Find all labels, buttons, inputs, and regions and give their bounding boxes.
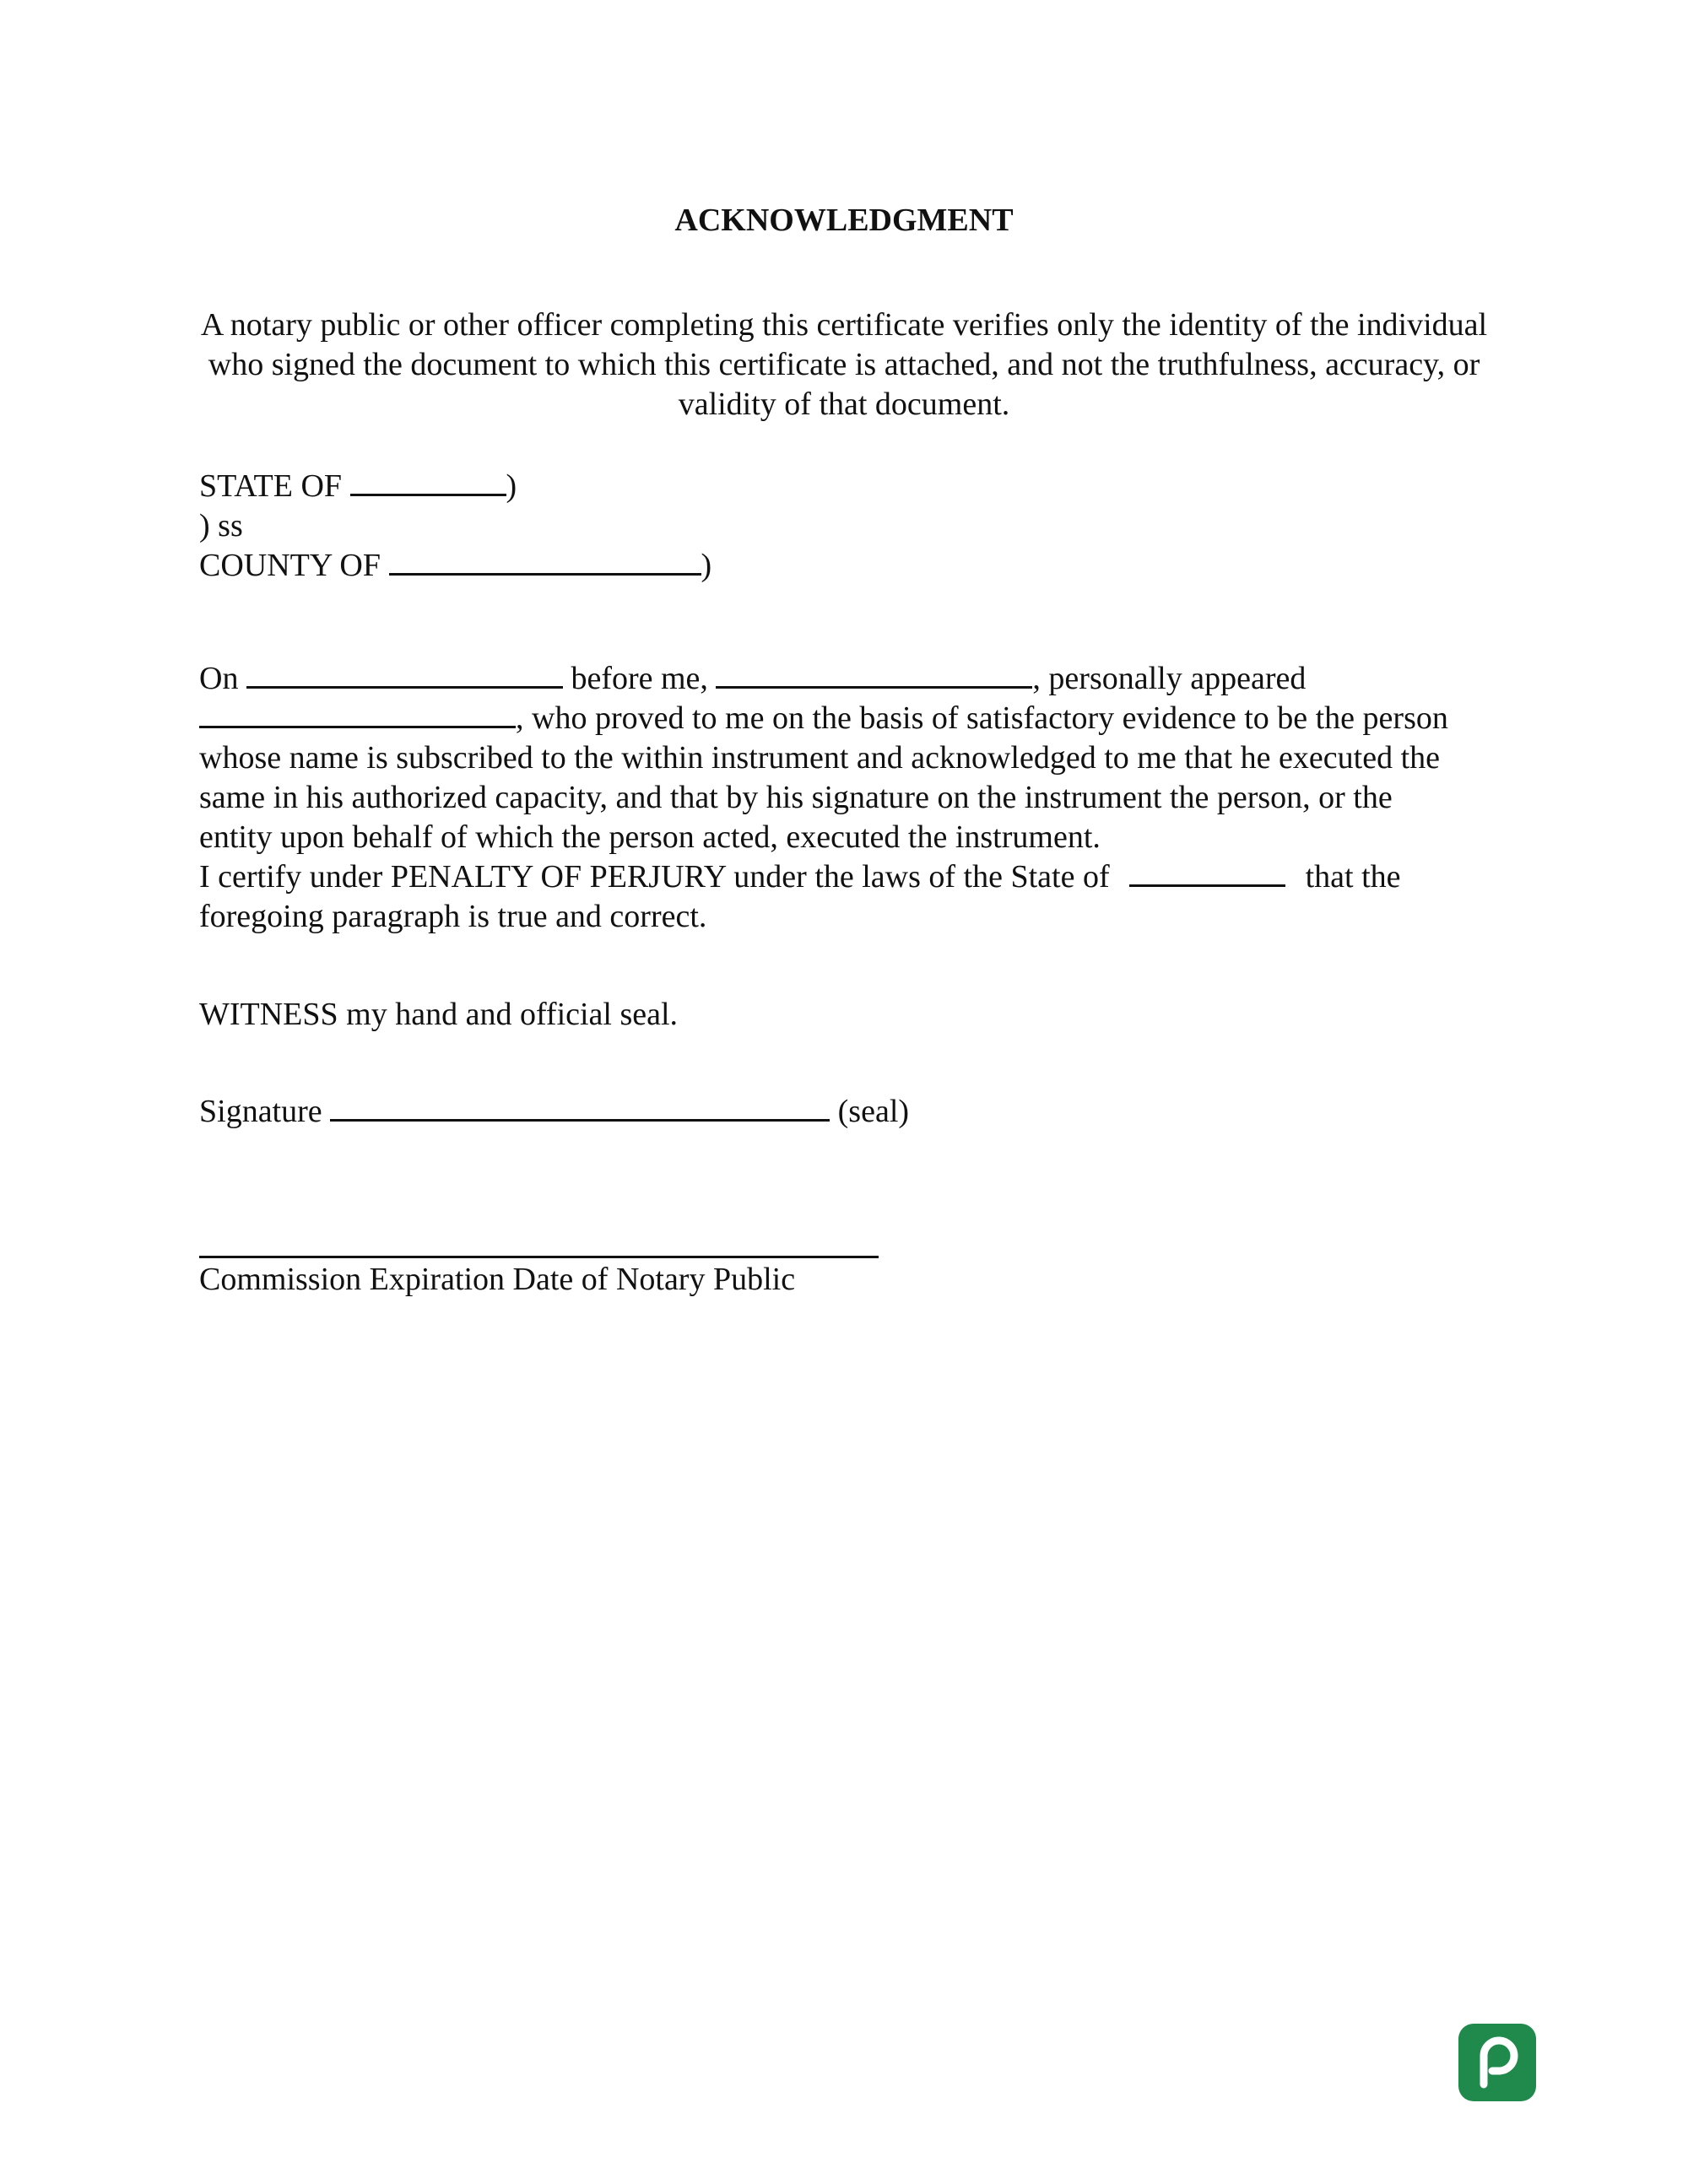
appeared-text: appeared: [1190, 661, 1307, 696]
body-line-7: foregoing paragraph is true and correct.: [199, 899, 707, 934]
body-line-5: entity upon behalf of which the person acted, executed the instrument.: [199, 819, 1101, 855]
state-label: STATE OF: [199, 468, 343, 504]
signer-name-blank[interactable]: [199, 700, 516, 728]
county-blank[interactable]: [389, 548, 701, 576]
document-title: ACKNOWLEDGMENT: [674, 203, 1014, 238]
on-text: On: [199, 661, 239, 696]
state-of-perjury-blank[interactable]: [1129, 859, 1285, 887]
county-close: ): [701, 548, 712, 583]
state-close: ): [506, 468, 517, 504]
certify-text: I certify under PENALTY OF PERJURY under the laws of the State of: [199, 859, 1110, 895]
signature-label: Signature: [199, 1094, 322, 1129]
state-row: [199, 467, 711, 506]
that-the-text: that the: [1305, 859, 1401, 895]
acknowledgment-paragraph: [199, 659, 1489, 937]
body-line-4: [199, 778, 1489, 818]
pdffiller-p-logo-icon: [1458, 2024, 1536, 2101]
body-line-6: [199, 857, 1489, 897]
body-line-3-text: whose name is subscribed to the within instrument and acknowledged to me that he executed the: [199, 740, 1440, 776]
ss-row: ) ss: [199, 508, 243, 543]
seal-label: (seal): [837, 1094, 910, 1129]
before-me-text: before me,: [571, 661, 708, 696]
county-label: COUNTY OF: [199, 548, 381, 583]
notary-notice: A notary public or other officer completing this certificate verifies only the identity of the individual who signed the document to which this certificate is attached, and not the truthfulness, accuracy, or validity of that document.: [200, 307, 1488, 422]
county-row: [199, 546, 711, 586]
body-line-1: [199, 659, 1489, 699]
comma-text: ,: [1032, 661, 1041, 696]
date-blank[interactable]: [246, 661, 563, 689]
signature-row: [199, 1092, 909, 1132]
body-line-3: [199, 738, 1489, 778]
personally-text: personally: [1048, 661, 1182, 696]
body-line-2: [199, 699, 1489, 738]
witness-statement: WITNESS my hand and official seal.: [199, 997, 679, 1032]
body-line-2-text: , who proved to me on the basis of satisfactory evidence to be the person: [516, 700, 1448, 736]
commission-date-blank[interactable]: [199, 1256, 879, 1258]
venue-block: [199, 467, 711, 586]
body-line-4-text: same in his authorized capacity, and that by his signature on the instrument the person, or the: [199, 780, 1393, 815]
state-blank[interactable]: [350, 468, 506, 496]
commission-label: Commission Expiration Date of Notary Public: [199, 1262, 796, 1297]
signature-blank[interactable]: [330, 1094, 830, 1122]
officer-name-blank[interactable]: [716, 661, 1032, 689]
